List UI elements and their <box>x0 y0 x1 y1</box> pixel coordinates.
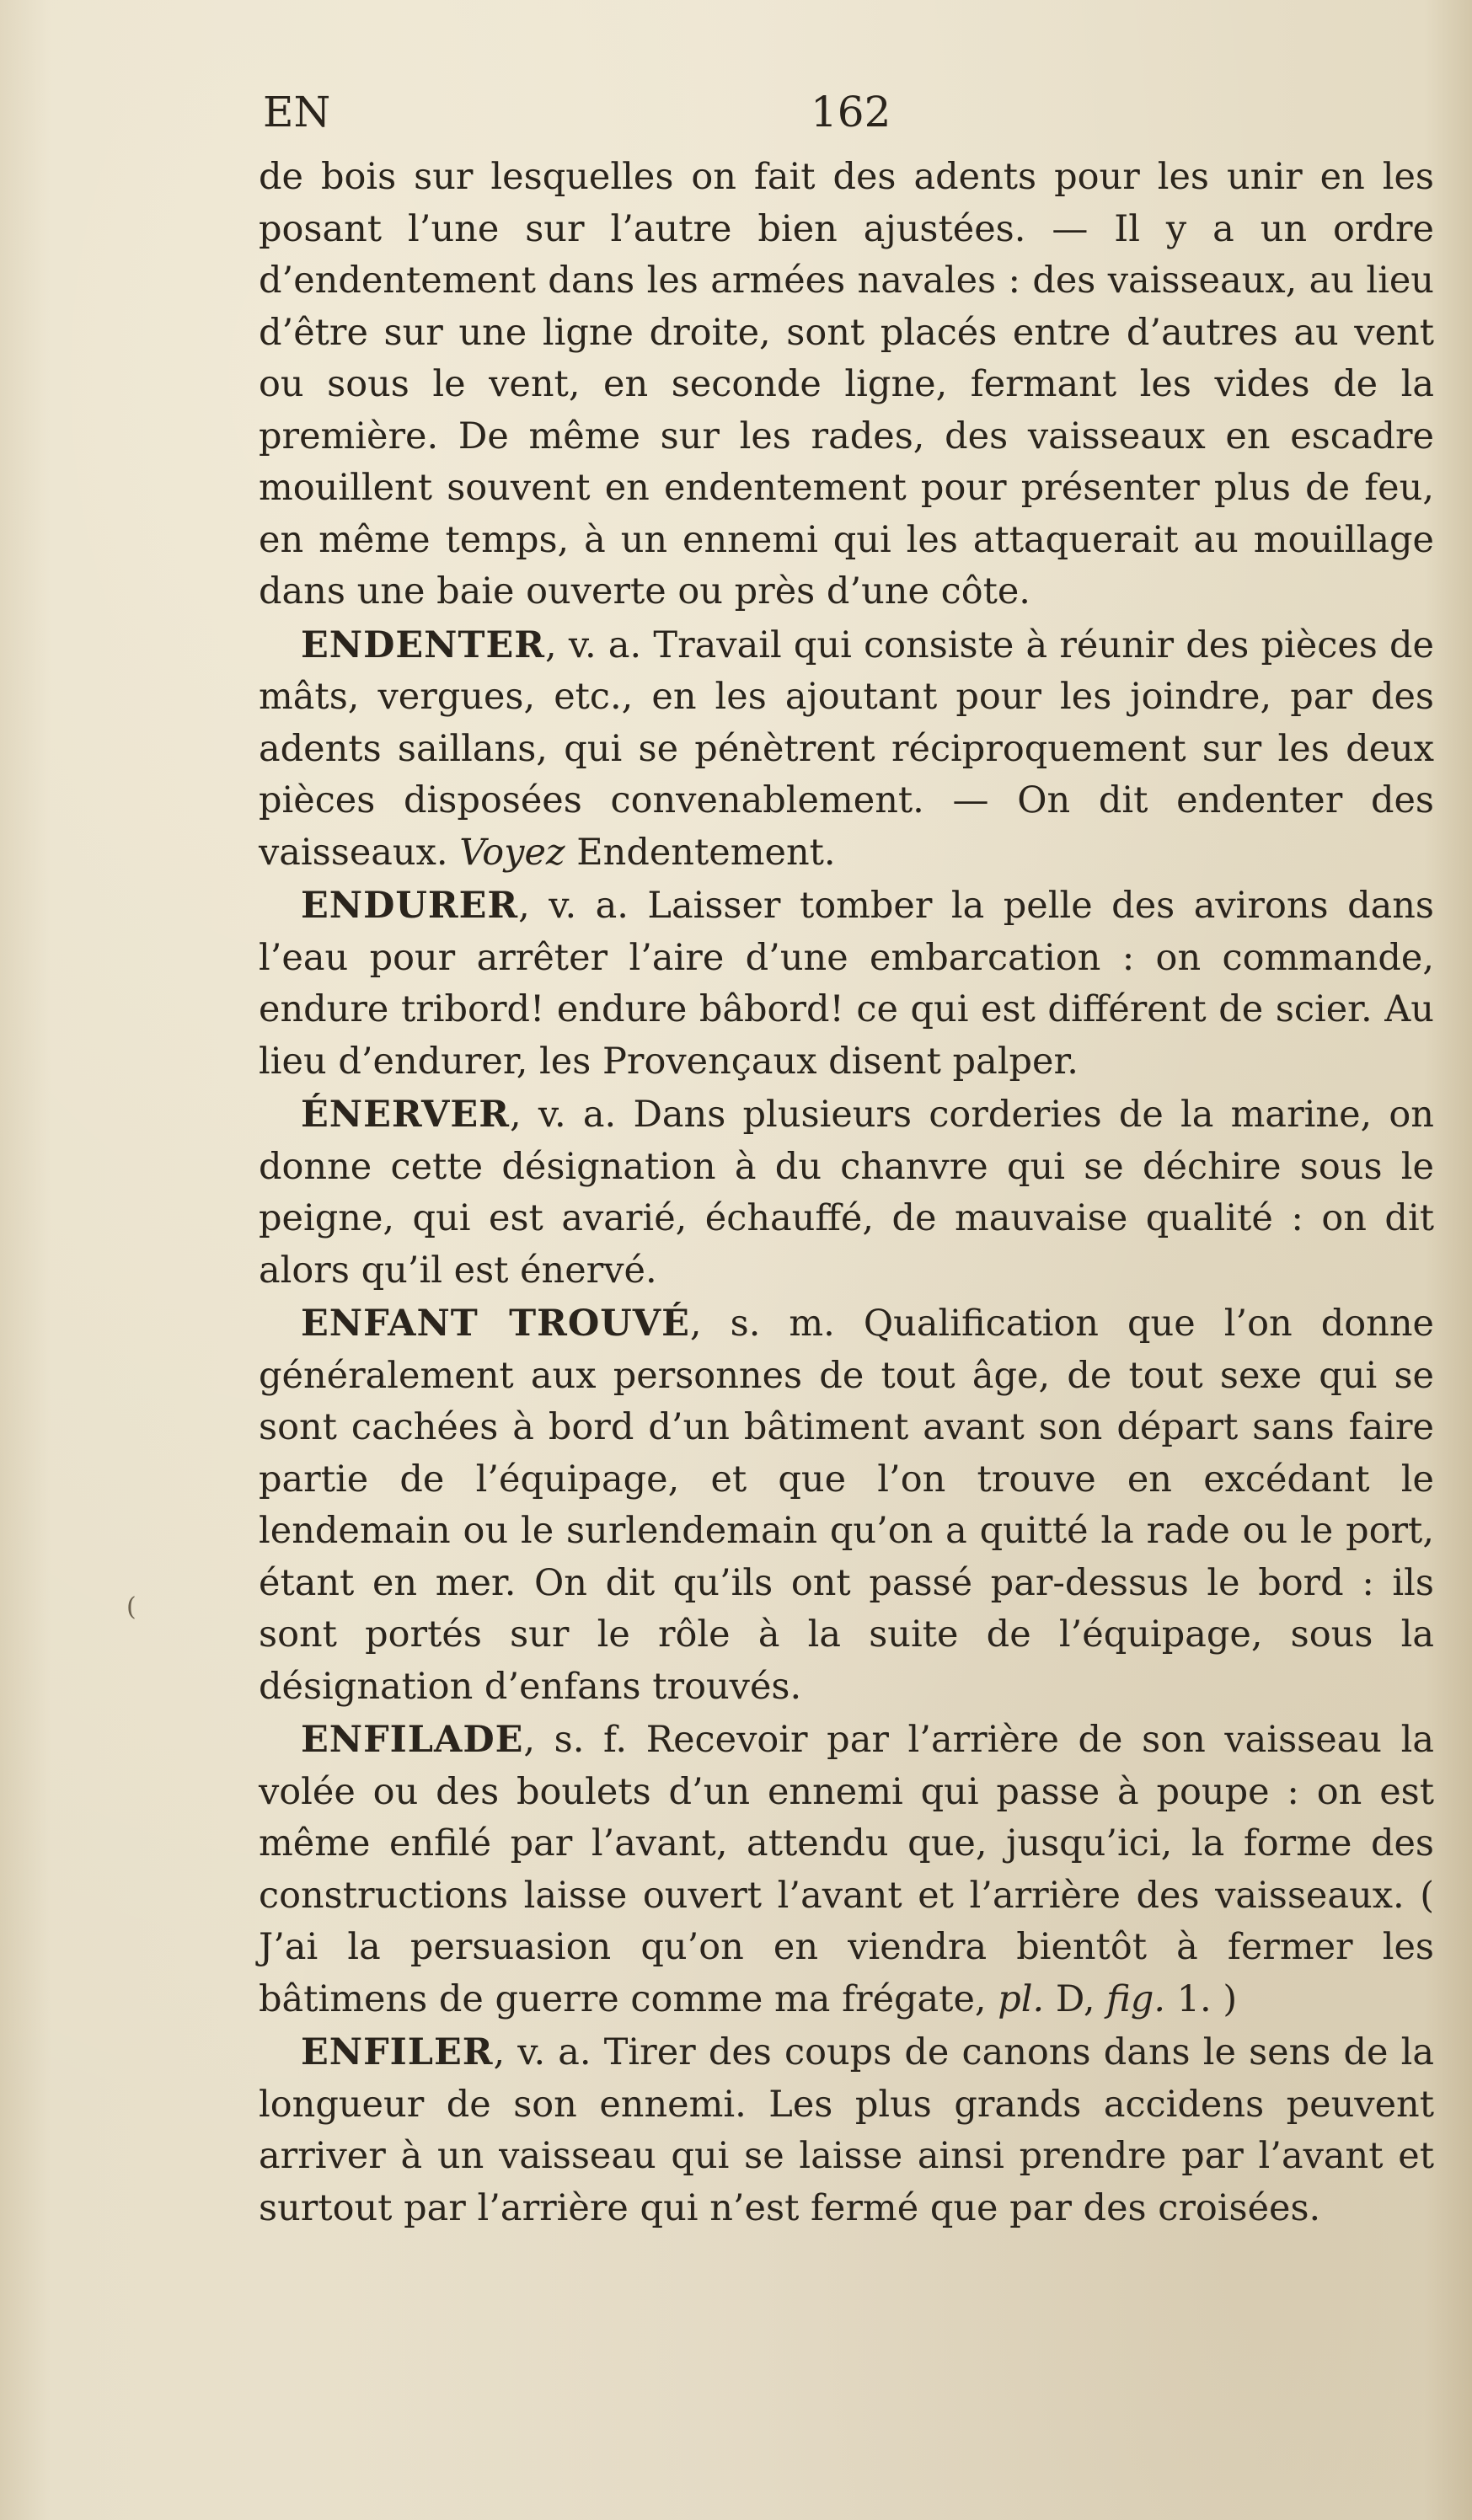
page-body <box>259 152 1434 2234</box>
headword: ENFILADE <box>301 1719 524 1761</box>
headword: ENDENTER <box>301 623 545 666</box>
headword: ÉNERVER <box>301 1094 510 1136</box>
definition-text: Travail qui consiste à réunir des pièces de mâts, vergues, etc., en les ajoutant pour les joindre, par des adents saillans, qui se pénètrent réciproquement sur les deux pièces disposées convenablement. — On dit endenter des vaisseaux. <box>259 623 1435 874</box>
entry-enerver <box>259 1089 1434 1297</box>
definition-text: Laisser tomber la pelle des avirons dans l’eau pour arrêter l’aire d’une embarcation : on commande, endure tribord! endure bâbord! ce qui est différent de scier. Au lieu d’endurer, les Provençaux disent palper. <box>259 885 1434 1083</box>
headword: ENFANT TROUVÉ <box>301 1303 690 1345</box>
section-letters: EN <box>263 88 331 136</box>
cross-reference: Voyez <box>459 831 565 874</box>
definition-text: Qualification que l’on donne généralement aux personnes de tout âge, de tout sexe qui se sont cachées à bord d’un bâtiment avant son départ sans faire partie de l’équipage, et que l’on trouve en excédant le lendemain ou le surlendemain qu’on a quitté la rade ou le port, étant en mer. On dit qu’ils ont passé par-dessus le bord : ils sont portés sur le rôle à la suite de l’équipage, sous la désignation d’enfans trouvés. <box>259 1303 1434 1708</box>
headword: ENDURER <box>301 885 519 927</box>
running-header <box>263 83 1434 142</box>
headword: ENFILER <box>301 2031 494 2073</box>
entry-enfilade <box>259 1715 1434 2025</box>
definition-text: D, <box>1044 1977 1107 2020</box>
grammar-label: , v. a. <box>509 1094 617 1136</box>
definition-text: Dans plusieurs corderies de la marine, on donne cette désignation à du chanvre qui se déchire sous le peigne, qui est avarié, échauffé, de mauvaise qualité : on dit alors qu’il est énervé. <box>259 1094 1434 1292</box>
margin-mark: ( <box>126 1592 136 1622</box>
definition-text: Tirer des coups de canons dans le sens de la longueur de son ennemi. Les plus grands accidens peuvent arriver à un vaisseau qui se laisse ainsi prendre par l’avant et surtout par l’arrière qui n’est fermé que par des croisées. <box>259 2031 1434 2229</box>
grammar-label: , v. a. <box>493 2031 591 2073</box>
entry-endenter <box>259 620 1434 880</box>
grammar-label: , v. a. <box>518 885 629 927</box>
grammar-label: , v. a. <box>544 623 642 666</box>
page-number: 162 <box>811 88 891 136</box>
grammar-label: , s. m. <box>689 1303 835 1345</box>
definition-text: Endentement. <box>565 831 836 874</box>
definition-text: 1. ) <box>1165 1977 1238 2020</box>
definition-text: Recevoir par l’arrière de son vaisseau la volée ou des boulets d’un ennemi qui passe à poupe : on est même enfilé par l’avant, attendu que, jusqu’ici, la forme des constructions laisse ouvert l’avant et l’arrière des vaisseaux. ( J’ai la persuasion qu’on en viendra bientôt à fermer les bâtimens de guerre comme ma frégate, <box>259 1719 1434 2020</box>
entry-enfiler <box>259 2027 1434 2234</box>
entry-enfant-trouve <box>259 1298 1434 1713</box>
figure-reference: fig. <box>1106 1977 1166 2020</box>
plate-reference: pl. <box>998 1977 1045 2020</box>
entry-endurer <box>259 880 1434 1088</box>
continued-paragraph: de bois sur lesquelles on fait des adents pour les unir en les posant l’une sur l’autre bien ajustées. — Il y a un ordre d’endentement dans les armées navales : des vaisseaux, au lieu d’être sur une ligne droite, sont placés entre d’autres au vent ou sous le vent, en seconde ligne, fermant les vides de la première. De même sur les rades, des vaisseaux en escadre mouillent souvent en endentement pour présenter plus de feu, en même temps, à un ennemi qui les attaquerait au mouillage dans une baie ouverte ou près d’une côte. <box>259 156 1434 613</box>
grammar-label: , s. f. <box>523 1719 628 1761</box>
